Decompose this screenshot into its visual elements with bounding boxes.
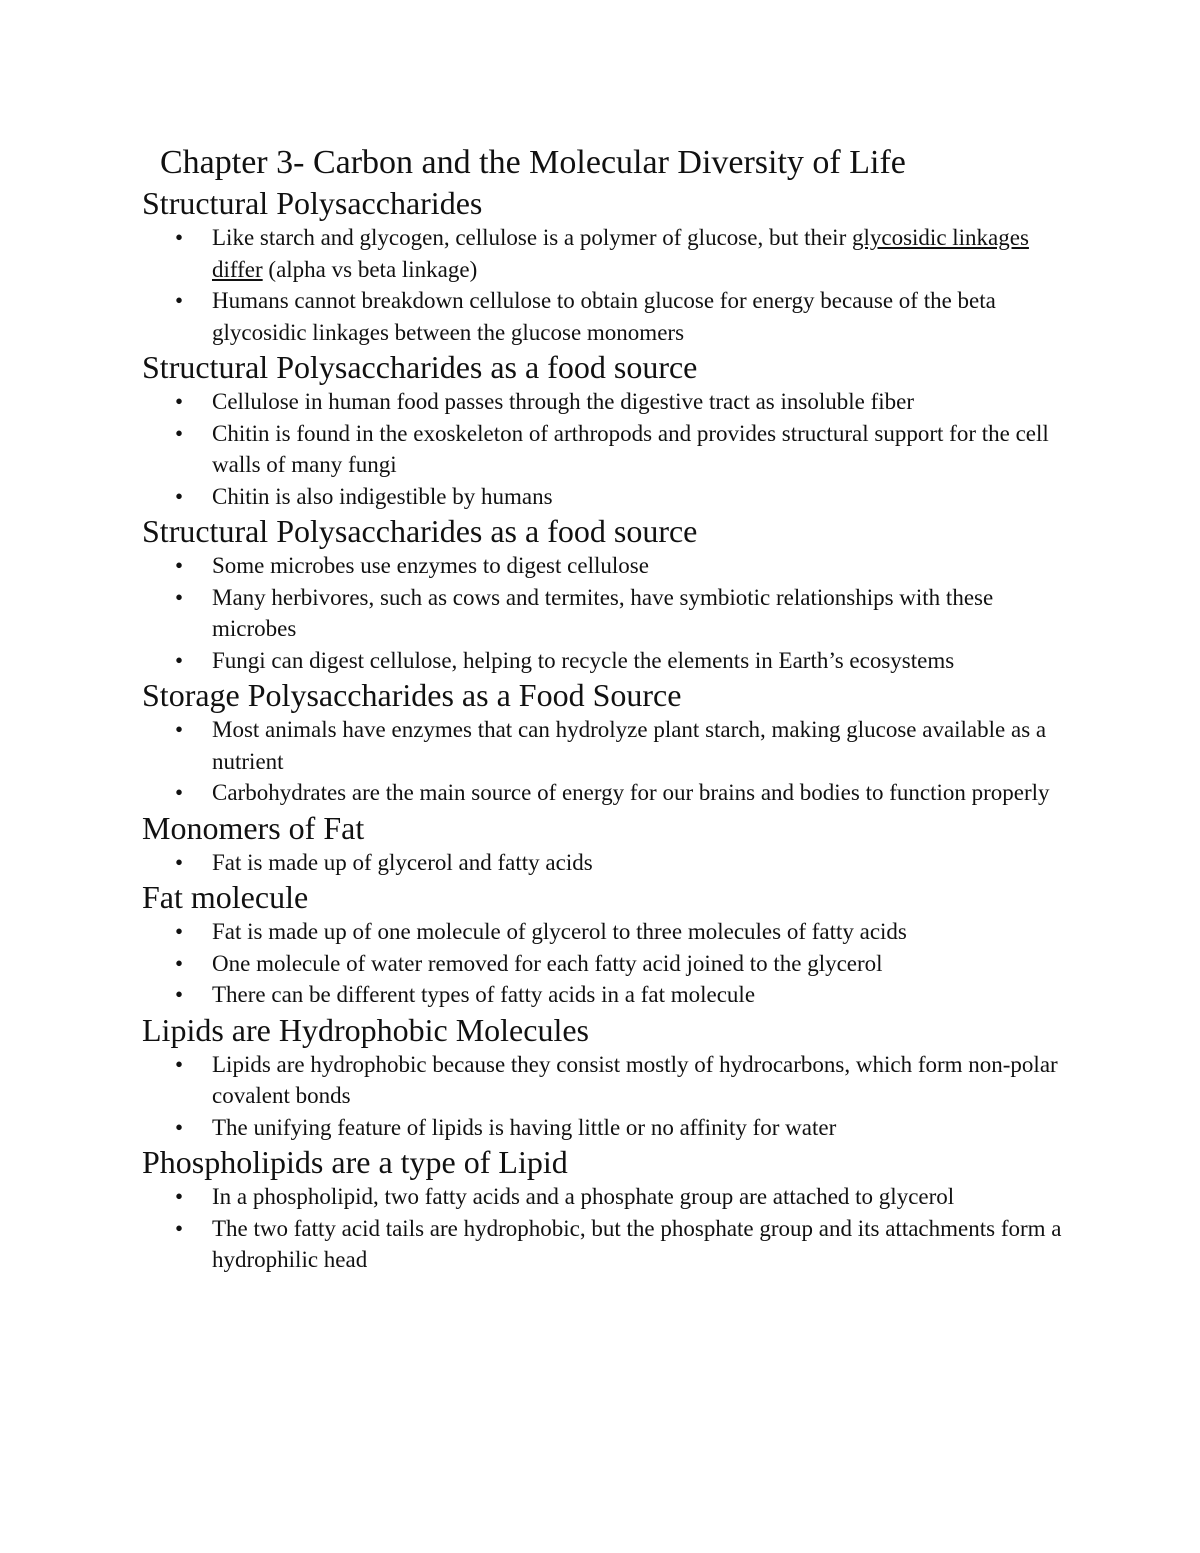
bullet-item — [175, 1213, 1082, 1276]
section-heading: Monomers of Fat — [142, 809, 365, 846]
bullet-text: Like starch and glycogen, cellulose is a polymer of glucose, but their — [212, 225, 852, 250]
bullet-list — [142, 714, 1082, 809]
bullet-text: Chitin is found in the exoskeleton of arthropods and provides structural support for the cell walls of many fungi — [212, 420, 1049, 477]
bullet-list — [142, 386, 1082, 512]
bullet-icon: • — [175, 849, 184, 875]
section-heading: Structural Polysaccharides as a food source — [142, 349, 698, 385]
bullet-item — [175, 1181, 1082, 1213]
section-heading: Lipids are Hydrophobic Molecules — [142, 1011, 589, 1048]
bullet-icon: • — [175, 780, 184, 805]
bullet-text: Humans cannot breakdown cellulose to obtain glucose for energy because of the beta glycosidic linkages between the glucose monomers — [212, 288, 996, 345]
bullet-item — [175, 948, 1082, 980]
notes-content — [142, 184, 1082, 1276]
bullet-text: The unifying feature of lipids is having little or no affinity for water — [212, 1114, 837, 1140]
bullet-icon: • — [175, 1215, 184, 1241]
bullet-item — [175, 777, 1082, 809]
section-heading: Storage Polysaccharides as a Food Source — [142, 677, 682, 713]
bullet-text: Chitin is also indigestible by humans — [212, 483, 553, 509]
bullet-icon: • — [175, 950, 184, 976]
bullet-icon: • — [175, 483, 184, 509]
bullet-item — [175, 222, 1082, 285]
bullet-item — [175, 386, 1082, 418]
bullet-item — [175, 645, 1082, 677]
bullet-text: Fungi can digest cellulose, helping to recycle the elements in Earth’s ecosystems — [212, 647, 955, 673]
bullet-icon: • — [175, 647, 184, 673]
bullet-text: Many herbivores, such as cows and termites, have symbiotic relationships with these microbes — [212, 584, 994, 641]
bullet-item — [175, 550, 1082, 582]
bullet-item — [175, 714, 1082, 777]
bullet-icon: • — [175, 584, 184, 610]
bullet-list — [142, 847, 1082, 879]
bullet-item — [175, 1049, 1082, 1112]
bullet-item — [175, 582, 1082, 645]
page-title: Chapter 3- Carbon and the Molecular Diversity of Life — [160, 144, 906, 181]
section-heading: Fat molecule — [142, 879, 309, 915]
bullet-icon: • — [175, 420, 184, 446]
bullet-text: There can be different types of fatty acids in a fat molecule — [212, 982, 756, 1007]
bullet-list — [142, 1181, 1082, 1276]
bullet-icon: • — [175, 717, 184, 742]
bullet-icon: • — [175, 1114, 184, 1140]
bullet-text: Lipids are hydrophobic because they consist mostly of hydrocarbons, which form non-polar covalent bonds — [212, 1051, 1058, 1108]
bullet-icon: • — [175, 225, 184, 250]
bullet-item — [175, 481, 1082, 513]
bullet-item — [175, 418, 1082, 481]
bullet-text: Carbohydrates are the main source of energy for our brains and bodies to function properly — [212, 780, 1050, 805]
bullet-icon: • — [175, 389, 184, 414]
bullet-text: In a phospholipid, two fatty acids and a phosphate group are attached to glycerol — [212, 1184, 955, 1209]
bullet-list — [142, 222, 1082, 348]
section-heading: Structural Polysaccharides — [142, 185, 483, 221]
section-heading: Phospholipids are a type of Lipid — [142, 1144, 568, 1180]
section-heading: Structural Polysaccharides as a food source — [142, 513, 698, 549]
bullet-icon: • — [175, 553, 184, 578]
bullet-text: Fat is made up of one molecule of glycerol to three molecules of fatty acids — [212, 919, 907, 944]
bullet-item — [175, 1112, 1082, 1144]
bullet-text: The two fatty acid tails are hydrophobic, but the phosphate group and its attachments form a hydrophilic head — [212, 1215, 1062, 1272]
bullet-item — [175, 285, 1082, 348]
underlined-text: glycosidic linkages differ — [212, 225, 1029, 282]
bullet-icon: • — [175, 919, 184, 944]
bullet-list — [142, 1049, 1082, 1144]
bullet-text: Some microbes use enzymes to digest cellulose — [212, 553, 649, 578]
bullet-text: (alpha vs beta linkage) — [262, 256, 478, 282]
bullet-text: One molecule of water removed for each fatty acid joined to the glycerol — [212, 950, 883, 976]
bullet-icon: • — [175, 982, 184, 1007]
bullet-list — [142, 550, 1082, 676]
bullet-item — [175, 979, 1082, 1011]
bullet-icon: • — [175, 288, 184, 313]
bullet-text: Cellulose in human food passes through the digestive tract as insoluble fiber — [212, 389, 914, 414]
bullet-icon: • — [175, 1184, 184, 1209]
bullet-text: Fat is made up of glycerol and fatty acids — [212, 849, 593, 875]
bullet-item — [175, 847, 1082, 879]
bullet-text: Most animals have enzymes that can hydrolyze plant starch, making glucose available as a nutrient — [212, 717, 1047, 774]
bullet-list — [142, 916, 1082, 1011]
bullet-icon: • — [175, 1051, 184, 1077]
bullet-item — [175, 916, 1082, 948]
